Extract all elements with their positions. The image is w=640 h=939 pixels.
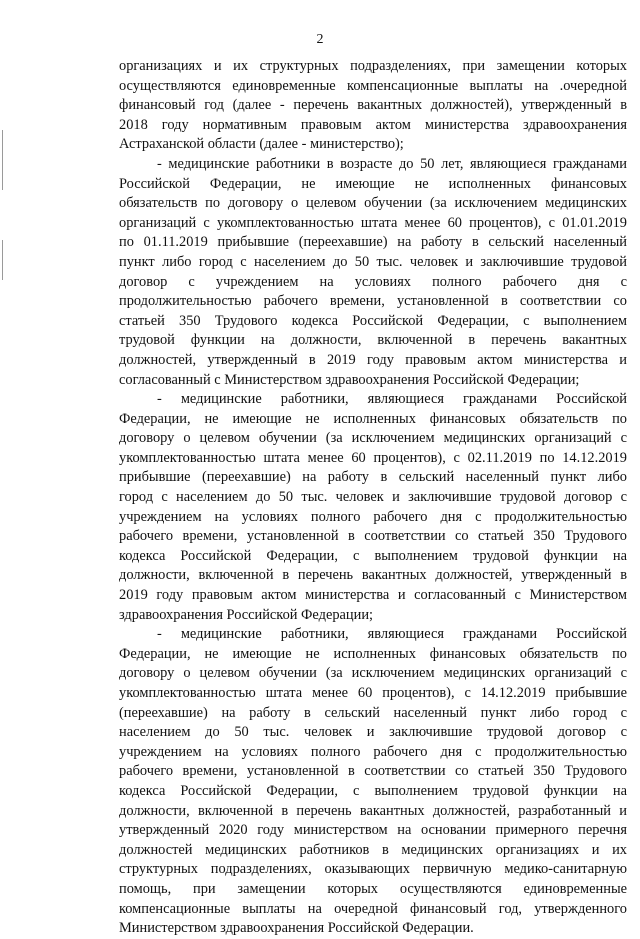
text-line: обязательств по договору о целевом обучении (за исключением медицинских [119,195,627,212]
text-line: должности, включенной в перечень вакантных должностей, утвержденный в [119,567,627,584]
text-line: укомплектованностью штата менее 60 процентов), с 14.12.2019 прибывшие [119,685,627,701]
text-line: Российской Федерации, не имеющие не исполненных финансовых [119,175,627,192]
text-line: компенсационные выплаты на очередной финансовый год, утвержденного [119,900,627,917]
text-line: населением до 50 тыс. человек и заключившие трудовой договор с [119,724,627,741]
text-line: учреждением на условиях полного рабочего дня с продолжительностью [119,743,627,760]
text-line: учреждением на условиях полного рабочего дня с продолжительностью [119,508,627,525]
text-line: должностей медицинских работников в медицинских организациях и их [119,841,627,858]
text-line: укомплектованностью штата менее 60 процентов), с 02.11.2019 по 14.12.2019 [119,449,627,466]
text-line: помощь, при замещении которых осуществляются единовременные [119,880,627,897]
text-line: кодекса Российской Федерации, с выполнением трудовой функции на [119,782,627,799]
text-line: 2019 году правовым актом министерства и согласованный с Министерством [119,587,627,604]
text-line: осуществляются единовременные компенсационные выплаты на .очередной [119,77,627,94]
text-line: структурных подразделениях, оказывающих первичную медико-санитарную [119,861,627,878]
text-line: пункт либо город с населением до 50 тыс. человек и заключившие трудовой [119,253,627,270]
text-line: Федерации, не имеющие не исполненных финансовых обязательств по [119,645,627,662]
text-line: продолжительностью рабочего времени, установленной в соответствии со [119,293,627,310]
text-line: организациях и их структурных подразделениях, при замещении которых [119,58,627,74]
text-line: город с населением до 50 тыс. человек и заключившие трудовой договор с [119,489,627,506]
body-text [119,57,627,939]
scan-edge-mark [2,240,3,280]
text-line: финансовый год (далее - перечень вакантных должностей), утвержденный в [119,97,627,114]
text-line: - медицинские работники в возрасте до 50 лет, являющиеся гражданами [157,155,627,172]
text-line: договору о целевом обучении (за исключением медицинских организаций с [119,665,627,682]
text-line: трудовой функции на должности, включенной в перечень вакантных [119,332,627,349]
text-line: должности, включенной в перечень вакантных должностей, разработанный и [119,802,627,819]
text-line: согласованный с Министерством здравоохранения Российской Федерации; [119,371,580,388]
scan-edge-mark [2,130,3,190]
text-line: Астраханской области (далее - министерство); [119,136,404,153]
text-line: должностей, утвержденный в 2019 году правовым актом министерства и [119,351,627,368]
text-line: здравоохранения Российской Федерации; [119,606,374,623]
text-line: статьей 350 Трудового кодекса Российской Федерации, с выполнением [119,312,627,329]
text-line: (переехавшие) на работу в сельский населенный пункт либо город с [119,704,627,721]
text-line: 2018 году нормативным правовым актом министерства здравоохранения [119,116,627,133]
text-line: договору о целевом обучении (за исключением медицинских организаций с [119,430,627,447]
text-line: рабочего времени, установленной в соответствии со статьей 350 Трудового [119,763,627,780]
text-line: рабочего времени, установленной в соответствии со статьей 350 Трудового [119,528,627,545]
text-line: - медицинские работники, являющиеся гражданами Российской [157,391,627,408]
page-number: 2 [316,32,324,47]
text-line: Министерством здравоохранения Российской Федерации. [119,920,474,937]
text-line: договор с учреждением на условиях полного рабочего дня с [119,273,627,290]
text-line: прибывшие (переехавшие) на работу в сельский населенный пункт либо [119,469,627,486]
text-line: по 01.11.2019 прибывшие (переехавшие) на работу в сельский населенный [119,234,627,251]
text-line: кодекса Российской Федерации, с выполнением трудовой функции на [119,547,627,564]
text-line: организаций с укомплектованностью штата менее 60 процентов), с 01.01.2019 [119,214,627,231]
text-line: - медицинские работники, являющиеся гражданами Российской [157,626,627,643]
text-line: Федерации, не имеющие не исполненных финансовых обязательств по [119,410,627,427]
text-line: утвержденный 2020 году министерством на основании примерного перечня [119,822,627,839]
